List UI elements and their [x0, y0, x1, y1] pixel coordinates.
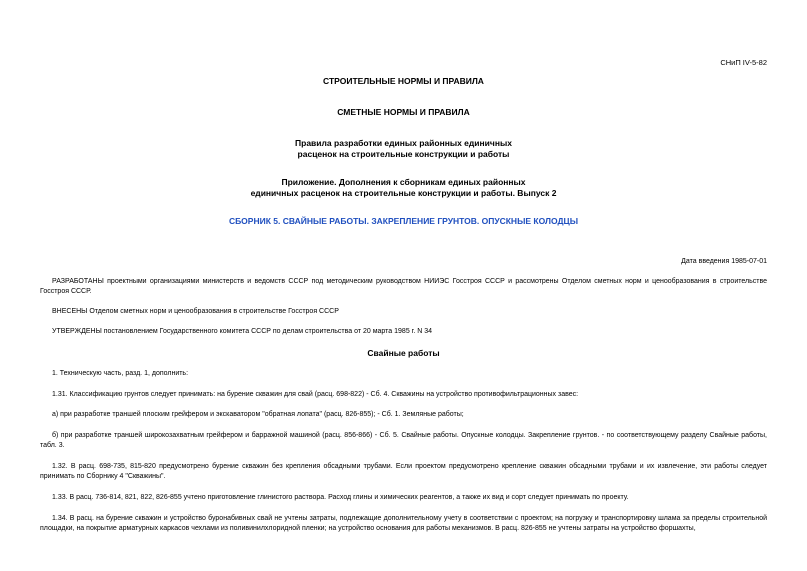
paragraph-1-34: 1.34. В расц. на бурение скважин и устройство буронабивных свай не учтены затраты, подлежащие дополнительному учету в соответствии с проектом; на погрузку и транспортировку шлама за пределы строительной площадки, на покрытие арматурных каркасов чехлами из поливинилхлоридной пленки; на устройство основания для работы механизмов. В расц. 826-855 не учтены затраты на устройство форшахты,: [40, 515, 767, 532]
developed-paragraph: РАЗРАБОТАНЫ проектными организациями министерств и ведомств СССР под методическим руководством НИИЭС Госстроя СССР и рассмотрены Отделом сметных норм и ценообразования в строительстве Госстроя СССР.: [40, 278, 767, 295]
title-appendix-line1: Приложение. Дополнения к сборникам единых районных: [281, 177, 526, 187]
effective-date: Дата введения 1985-07-01: [681, 258, 767, 265]
title-rules: [0, 138, 807, 160]
title-norms: СТРОИТЕЛЬНЫЕ НОРМЫ И ПРАВИЛА: [323, 76, 484, 86]
title-rules-line1: Правила разработки единых районных единичных: [295, 138, 512, 148]
paragraph-1: 1. Техническую часть, разд. 1, дополнить:: [52, 370, 189, 377]
title-appendix: [0, 177, 807, 199]
title-appendix-line2: единичных расценок на строительные конструкции и работы. Выпуск 2: [250, 188, 557, 198]
paragraph-b: б) при разработке траншей широкозахватным грейфером и барражной машиной (расц. 856-866) - Сб. 5. Свайные работы. Опускные колодцы. Закрепление грунтов. - по соответствующему разделу Свайные работы, табл. 3.: [40, 432, 767, 449]
document-code: СНиП IV-5-82: [720, 58, 767, 67]
paragraph-1-32: 1.32. В расц. 698-735, 815-820 предусмотрено бурение скважин без крепления обсадными трубами. Если проектом предусмотрено крепление скважин обсадными трубами и их извлечение, эти работы следует принимать по Сборнику 4 "Скважины".: [40, 463, 767, 480]
paragraph-1-33: 1.33. В расц. 736-814, 821, 822, 826-855 учтено приготовление глинистого раствора. Расход глины и химических реагентов, а также их вид и сорт следует принимать по проекту.: [52, 494, 629, 501]
title-rules-line2: расценок на строительные конструкции и работы: [297, 149, 510, 159]
collection-title: СБОРНИК 5. СВАЙНЫЕ РАБОТЫ. ЗАКРЕПЛЕНИЕ ГРУНТОВ. ОПУСКНЫЕ КОЛОДЦЫ: [228, 216, 579, 226]
section-title: Свайные работы: [367, 348, 440, 358]
title-estimate-norms: СМЕТНЫЕ НОРМЫ И ПРАВИЛА: [337, 107, 470, 117]
paragraph-1-31: 1.31. Классификацию грунтов следует принимать: на бурение скважин для свай (расц. 698-822) - Сб. 4. Скважины на устройство противофильтрационных завес:: [52, 391, 579, 398]
approved-paragraph: УТВЕРЖДЕНЫ постановлением Государственного комитета СССР по делам строительства от 20 марта 1985 г. N 34: [52, 328, 433, 335]
submitted-paragraph: ВНЕСЕНЫ Отделом сметных норм и ценообразования в строительстве Госстроя СССР: [52, 308, 339, 315]
paragraph-a: а) при разработке траншей плоским грейфером и экскаватором "обратная лопата" (расц. 826-855); - Сб. 1. Земляные работы;: [52, 411, 464, 418]
